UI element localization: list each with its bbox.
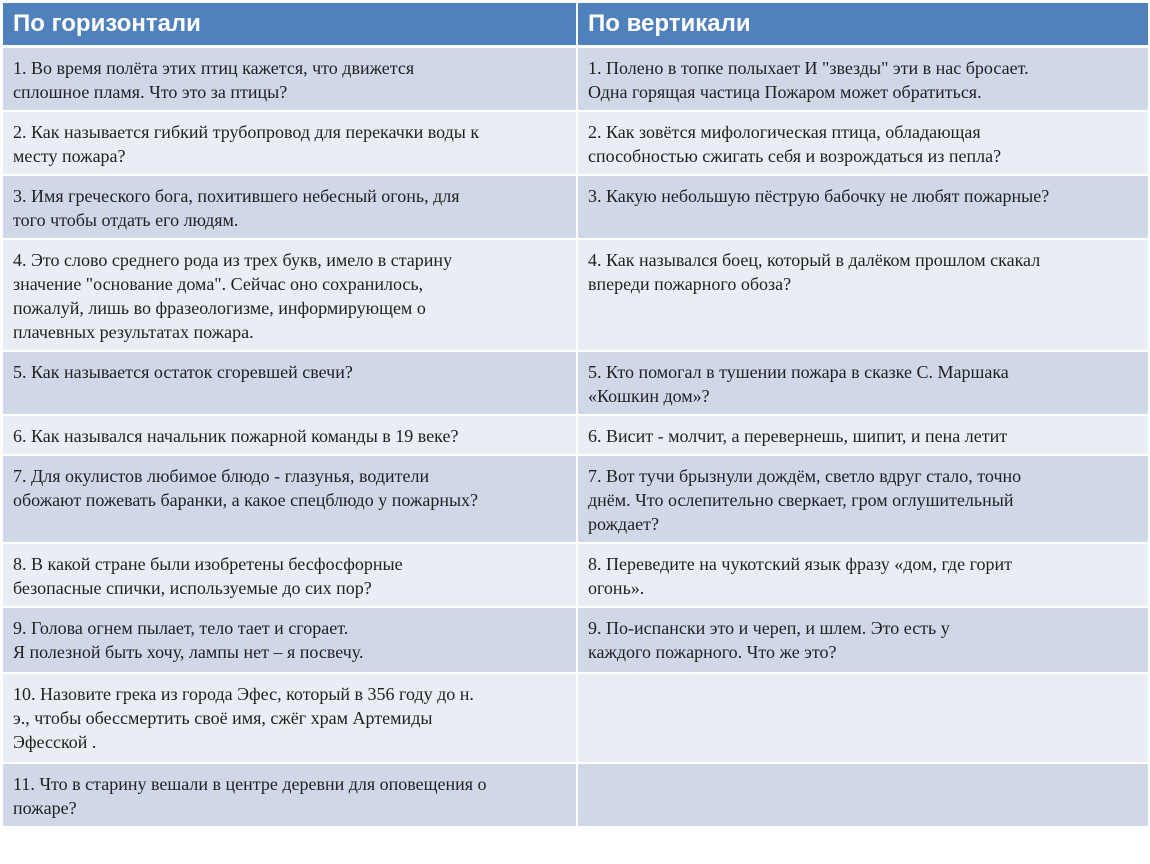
table-row (3, 175, 1148, 239)
across-question-9: 9. Голова огнем пылает, тело тает и сгорает. Я полезной быть хочу, лампы нет – я посвечу. (3, 607, 577, 673)
across-question-11: 11. Что в старину вешали в центре деревни для оповещения о пожаре? (3, 763, 577, 827)
header-row (3, 3, 1148, 47)
down-question-3: 3. Какую небольшую пёструю бабочку не любят пожарные? (577, 175, 1148, 239)
across-question-4: 4. Это слово среднего рода из трех букв, имело в старину значение "основание дома". Сейчас оно сохранилось, пожалуй, лишь во фразеологизме, информирующем о плачевных результатах пожара. (3, 239, 577, 351)
across-question-6: 6. Как назывался начальник пожарной команды в 19 веке? (3, 415, 577, 455)
table-row (3, 351, 1148, 415)
down-question-6: 6. Висит - молчит, а перевернешь, шипит, и пена летит (577, 415, 1148, 455)
across-question-1: 1. Во время полёта этих птиц кажется, что движется сплошное пламя. Что это за птицы? (3, 47, 577, 112)
table-row (3, 239, 1148, 351)
down-question-5: 5. Кто помогал в тушении пожара в сказке С. Маршака «Кошкин дом»? (577, 351, 1148, 415)
down-question-9: 9. По-испански это и череп, и шлем. Это есть у каждого пожарного. Что же это? (577, 607, 1148, 673)
table-row (3, 763, 1148, 827)
header-down: По вертикали (577, 3, 1148, 47)
across-question-3: 3. Имя греческого бога, похитившего небесный огонь, для того чтобы отдать его людям. (3, 175, 577, 239)
table-row (3, 673, 1148, 763)
table-row (3, 47, 1148, 112)
across-question-8: 8. В какой стране были изобретены бесфосфорные безопасные спички, используемые до сих пор? (3, 543, 577, 607)
down-question-1: 1. Полено в топке полыхает И "звезды" эти в нас бросает. Одна горящая частица Пожаром может обратиться. (577, 47, 1148, 112)
table-row (3, 415, 1148, 455)
down-question-8: 8. Переведите на чукотский язык фразу «дом, где горит огонь». (577, 543, 1148, 607)
across-question-2: 2. Как называется гибкий трубопровод для перекачки воды к месту пожара? (3, 111, 577, 175)
crossword-questions-table (3, 3, 1148, 828)
table-row (3, 111, 1148, 175)
across-question-10: 10. Назовите грека из города Эфес, который в 356 году до н. э., чтобы обессмертить своё имя, сжёг храм Артемиды Эфесской . (3, 673, 577, 763)
table-row (3, 607, 1148, 673)
down-question-empty-11 (577, 763, 1148, 827)
down-question-2: 2. Как зовётся мифологическая птица, обладающая способностью сжигать себя и возрождаться из пепла? (577, 111, 1148, 175)
table-row (3, 455, 1148, 543)
header-across: По горизонтали (3, 3, 577, 47)
across-question-7: 7. Для окулистов любимое блюдо - глазунья, водители обожают пожевать баранки, а какое спецблюдо у пожарных? (3, 455, 577, 543)
down-question-7: 7. Вот тучи брызнули дождём, светло вдруг стало, точно днём. Что ослепительно сверкает, гром оглушительный рождает? (577, 455, 1148, 543)
table-row (3, 543, 1148, 607)
down-question-4: 4. Как назывался боец, который в далёком прошлом скакал впереди пожарного обоза? (577, 239, 1148, 351)
across-question-5: 5. Как называется остаток сгоревшей свечи? (3, 351, 577, 415)
down-question-empty-10 (577, 673, 1148, 763)
